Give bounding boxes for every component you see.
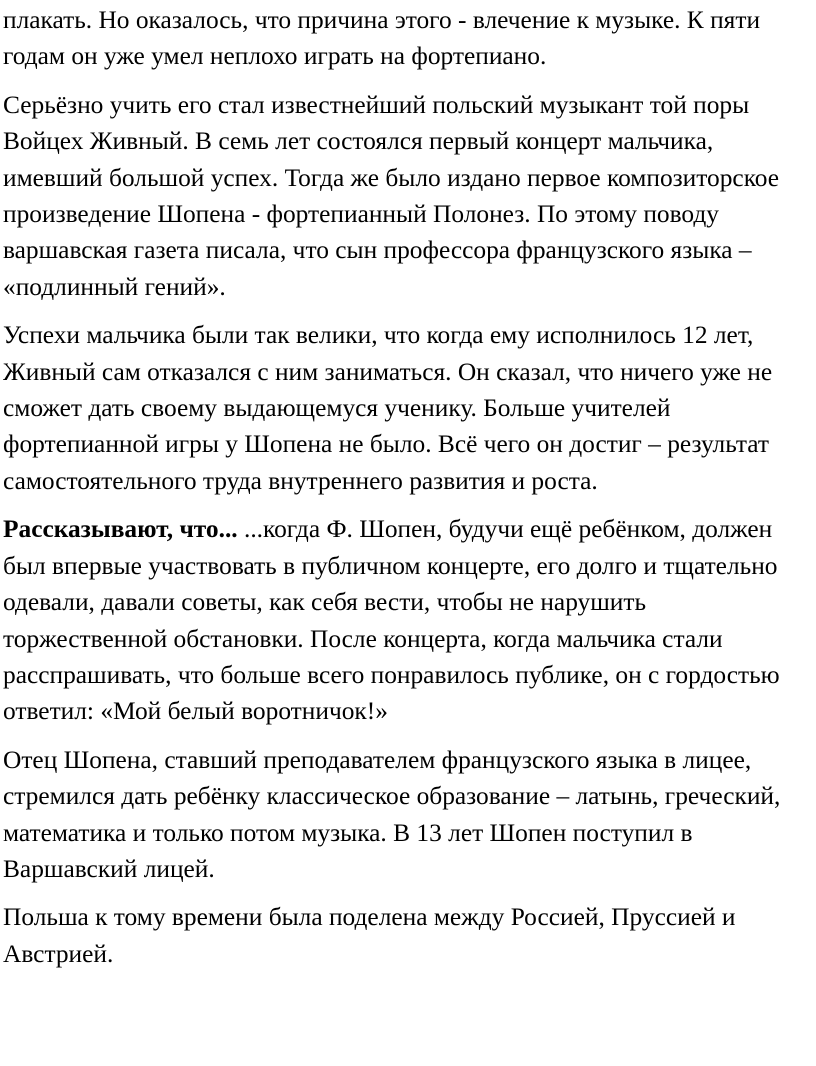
paragraph-teacher-zywny (3, 87, 814, 305)
paragraph-text: Успехи мальчика были так велики, что когда ему исполнилось 12 лет, Живный сам отказался с ним заниматься. Он сказал, что ничего уже не сможет дать своему выдающемуся ученику. Больше учителей фортепианной игры у Шопена не было. Всё чего он достиг – результат самостоятельного труда внутреннего развития и роста. (3, 321, 773, 495)
paragraph-anecdote (3, 511, 814, 729)
paragraph-text: ...когда Ф. Шопен, будучи ещё ребёнком, должен был впервые участвовать в публичном концерте, его долго и тщательно одевали, давали советы, как себя вести, чтобы не нарушить торжественной обстановки. После концерта, когда мальчика стали расспрашивать, что больше всего понравилось публике, он с гордостью ответил: «Мой белый воротничок!» (3, 515, 780, 726)
paragraph-text: Отец Шопена, ставший преподавателем французского языка в лицее, стремился дать ребёнку классическое образование – латынь, греческий, математика и только потом музыка. В 13 лет Шопен поступил в Варшавский лицей. (3, 745, 781, 883)
paragraph-early-music (3, 2, 814, 75)
paragraph-success (3, 317, 814, 499)
paragraph-text: Серьёзно учить его стал известнейший польский музыкант той поры Войцех Живный. В семь лет состоялся первый концерт мальчика, имевший большой успех. Тогда же было издано первое композиторское произведение Шопена - фортепианный Полонез. По этому поводу варшавская газета писала, что сын профессора французского языка – «подлинный гений». (3, 90, 780, 301)
paragraph-text: плакать. Но оказалось, что причина этого - влечение к музыке. К пяти годам он уже умел неплохо играть на фортепиано. (3, 6, 761, 71)
paragraph-poland-division (3, 899, 814, 972)
paragraph-father-education (3, 742, 814, 888)
paragraph-lead-bold: Рассказывают, что... (3, 515, 238, 544)
paragraph-text: Польша к тому времени была поделена между Россией, Пруссией и Австрией. (3, 903, 736, 968)
